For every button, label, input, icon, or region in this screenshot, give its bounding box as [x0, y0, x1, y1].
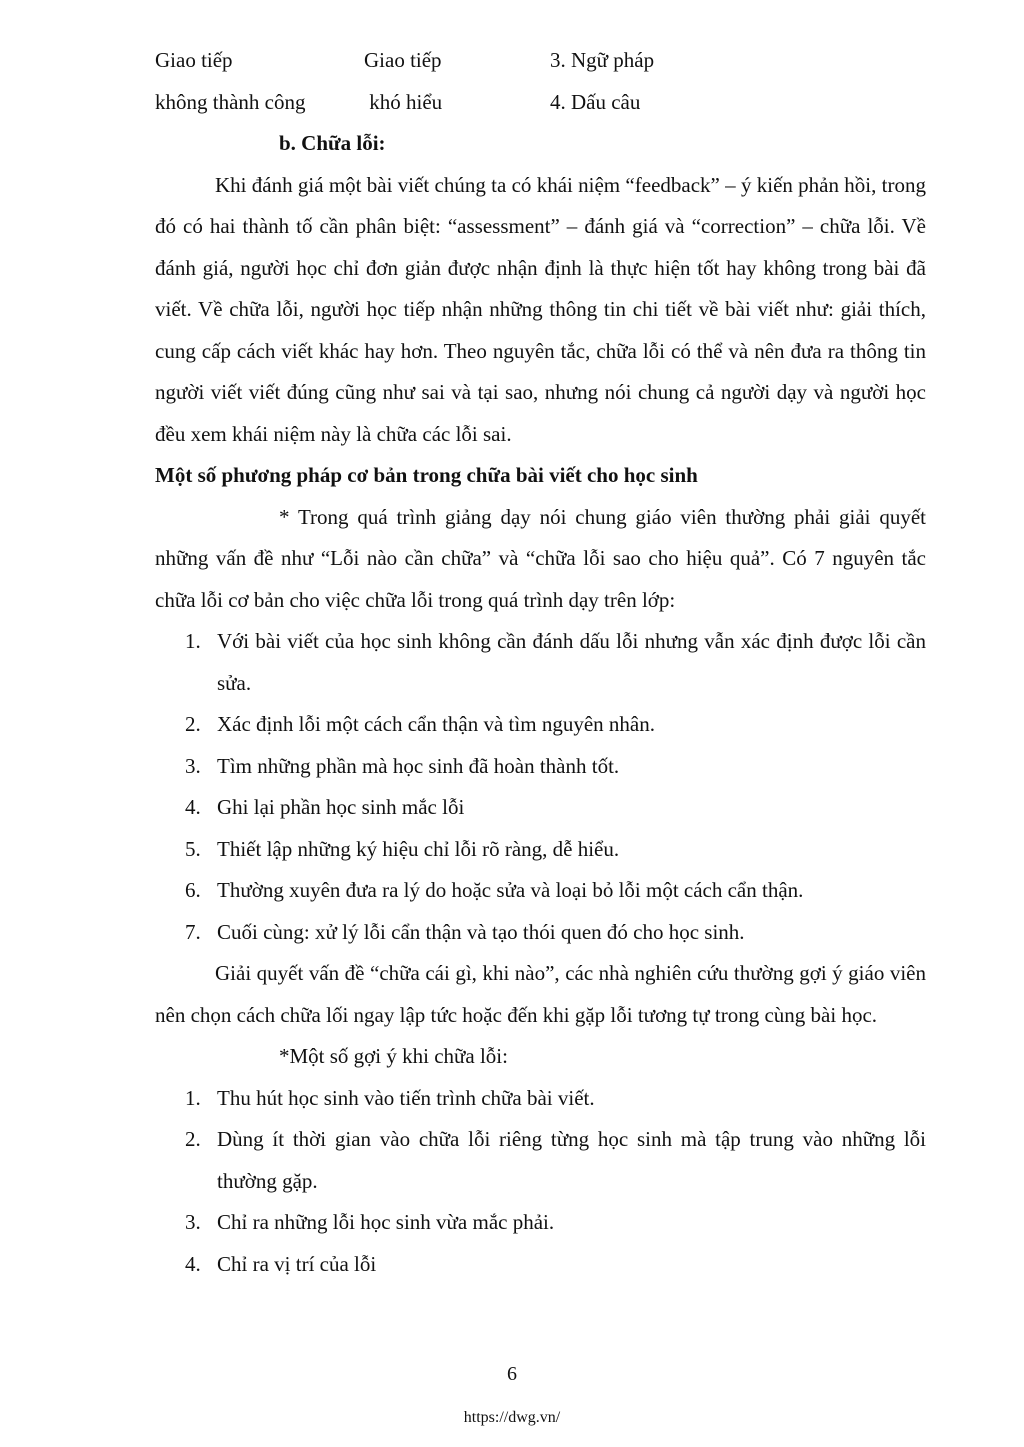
list-item: [155, 621, 926, 704]
suggestions-list: [155, 1078, 926, 1286]
principles-list: [155, 621, 926, 953]
when-paragraph: Giải quyết vấn đề “chữa cái gì, khi nào”, các nhà nghiên cứu thường gợi ý giáo viên nên chọn cách chữa lối ngay lập tức hoặc đến khi gặp lỗi tương tự trong cùng bài học.: [155, 961, 926, 1027]
list-item: [155, 829, 926, 871]
table-cell: khó hiểu: [364, 89, 443, 114]
document-page: [155, 40, 926, 1285]
list-item: [155, 1202, 926, 1244]
principles-intro-paragraph: * Trong quá trình giảng dạy nói chung giáo viên thường phải giải quyết những vấn đề như “Lỗi nào cần chữa” và “chữa lỗi sao cho hiệu quả”. Có 7 nguyên tắc chữa lỗi cơ bản cho việc chữa lỗi trong quá trình dạy trên lớp:: [155, 504, 926, 612]
methods-heading: Một số phương pháp cơ bản trong chữa bài viết cho học sinh: [155, 463, 698, 487]
list-item-text: Ghi lại phần học sinh mắc lỗi: [217, 795, 465, 819]
list-number: 3.: [185, 753, 201, 778]
list-item-text: Với bài viết của học sinh không cần đánh dấu lỗi nhưng vẫn xác định được lỗi cần sửa.: [217, 629, 926, 695]
list-item-text: Chỉ ra vị trí của lỗi: [217, 1251, 377, 1276]
table-cell: Giao tiếp: [364, 48, 442, 72]
list-item-text: Thường xuyên đưa ra lý do hoặc sửa và loại bỏ lỗi một cách cẩn thận.: [217, 878, 804, 902]
list-item: [155, 870, 926, 912]
table-cell: 3. Ngữ pháp: [550, 48, 655, 72]
list-item-text: Xác định lỗi một cách cẩn thận và tìm nguyên nhân.: [217, 712, 655, 736]
list-item-text: Thu hút học sinh vào tiến trình chữa bài viết.: [217, 1085, 595, 1110]
list-item: [155, 1244, 926, 1286]
list-number: 2.: [185, 712, 201, 736]
list-number: 6.: [185, 878, 201, 902]
table-cell: Giao tiếp: [155, 48, 233, 72]
feedback-paragraph: Khi đánh giá một bài viết chúng ta có khái niệm “feedback” – ý kiến phản hồi, trong đó có hai thành tố cần phân biệt: “assessment” – đánh giá và “correction” – chữa lỗi. Về đánh giá, người học chỉ đơn giản được nhận định là thực hiện tốt hay không trong bài đã viết. Về chữa lỗi, người học tiếp nhận những thông tin chi tiết về bài viết như: giải thích, cung cấp cách viết khác hay hơn. Theo nguyên tắc, chữa lỗi có thể và nên đưa ra thông tin người viết viết đúng cũng như sai và tại sao, nhưng nói chung cả người dạy và người học đều xem khái niệm này là chữa các lỗi sai.: [155, 172, 926, 446]
list-number: 2.: [185, 1127, 201, 1151]
section-b-heading: b. Chữa lỗi:: [279, 131, 386, 155]
list-number: 5.: [185, 836, 201, 861]
list-item: [155, 746, 926, 788]
list-item-text: Tìm những phần mà học sinh đã hoàn thành tốt.: [217, 753, 620, 778]
table-cell: 4. Dấu câu: [550, 89, 641, 114]
page-number: 6: [507, 1363, 517, 1385]
list-item-text: Chỉ ra những lỗi học sinh vừa mắc phải.: [217, 1210, 555, 1234]
list-item: [155, 704, 926, 746]
footer-url[interactable]: https://dwg.vn/: [463, 1409, 561, 1426]
table-cell: không thành công: [155, 89, 306, 114]
table-row: [155, 40, 926, 82]
list-number: 4.: [185, 1251, 201, 1276]
list-item-text: Thiết lập những ký hiệu chỉ lỗi rõ ràng, dễ hiểu.: [217, 836, 620, 861]
list-item: [155, 1078, 926, 1120]
list-number: 1.: [185, 1085, 201, 1110]
table-row: [155, 82, 926, 124]
list-item: [155, 1119, 926, 1202]
list-item: [155, 787, 926, 829]
list-number: 1.: [185, 629, 201, 653]
list-number: 4.: [185, 795, 201, 819]
list-number: 7.: [185, 919, 201, 944]
list-item-text: Dùng ít thời gian vào chữa lỗi riêng từng học sinh mà tập trung vào những lỗi thường gặp.: [217, 1127, 926, 1193]
list-item-text: Cuối cùng: xử lý lỗi cẩn thận và tạo thói quen đó cho học sinh.: [217, 919, 745, 944]
list-item: [155, 912, 926, 954]
suggestions-heading: *Một số gợi ý khi chữa lỗi:: [279, 1044, 508, 1068]
list-number: 3.: [185, 1210, 201, 1234]
